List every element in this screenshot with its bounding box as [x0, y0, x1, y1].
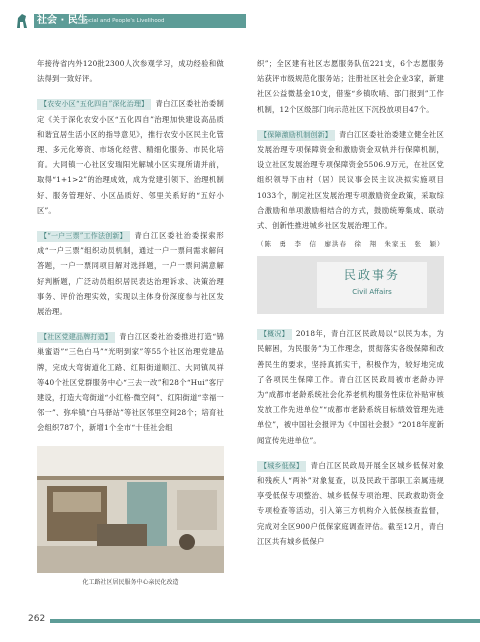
paragraph-one-household-three-votes: 【“一户三票”工作法创新】 青白江区委社治委探索形成“一户三票”组织动员机制，通过一户一票问需求解问答题，一户一票同项目解对选择题，一户一票问满意解好判断题，广泛动员组织居民表达治理诉求、决策治理事务、评价治理实效，实现以主体身份深度参与社区发展治理。: [37, 231, 224, 317]
page-header: [0, 0, 480, 46]
section-tag: 【社区党建品牌打造】: [37, 332, 115, 343]
section-title-cn: 民政事务: [343, 268, 400, 283]
paragraph-continuation: 年接待省内外120批2300人次参观学习，成功经验和做法得到一致好评。: [37, 59, 224, 84]
paragraph-overview: 【概况】 2018年，青白江区民政局以“以民为本，为民解困，为民服务”为工作理念，贯彻落实各级保障和改善民生的要求，坚持真抓实干，积极作为，较好地完成了各项民生保障工作。青白江区民政局被市老龄办评为“成都市老龄系统社会化养老机构服务性床位补贴审核发放工作先进单位”“成都市老龄系统目标绩效管理先进单位”，被中国社会报评为《中国社会报》“2018年度新闻宣传先进单位”。: [257, 329, 444, 445]
header-subtitle: Social and People's Livelihood: [82, 18, 165, 24]
section-tag: 【“一户三票”工作法创新】: [37, 231, 130, 242]
page-footer-bar: [50, 619, 480, 623]
section-banner-civil-affairs: [257, 256, 444, 314]
photo-caption: 化工路社区居民服务中心亲民化改造: [82, 578, 179, 586]
paragraph-volunteer-continuation: 织”；全区建有社区志愿服务队伍221支，6个志愿服务站获评市级规范化服务站；注册社区社会企业3家，新建社区公益微基金10支，借鉴“乡镇吹哨、部门报到”工作机制，12个区级部门向示范社区下沉投放项目47个。: [257, 59, 444, 114]
right-column: [257, 56, 444, 559]
authors-line: （陈 勇 李 信 廖洪春 徐 翔 朱家玉 张 颖）: [257, 240, 445, 249]
photo-illustration: [37, 446, 224, 573]
paragraph-party-building-brand: 【社区党建品牌打造】 青白江区委社治委推进打造“锦巢蜜语”“三色白马”“光明到家”等55个社区治理党建品牌，完成大弯街道化工路、红阳街道顺江、大同镇凤祥等40个社区党群服务中心“三去一改”和28个“Hui”客厅建设，打造大弯街道“小红格·微空间”、红阳街道“幸福一邻一”、弥牟镇“白马驿站”等社区邻里空间28个；培育社会组织787个，新增1个全市“十佳社会组: [37, 332, 224, 433]
community-center-photo: [37, 446, 224, 573]
section-tag: 【农安小区“五化四自”深化治理】: [37, 99, 151, 110]
paragraph-nongan-community: 【农安小区“五化四自”深化治理】 青白江区委社治委制定《关于深化农安小区“五化四自”治理加快建设高品质和谐宜居生活小区的指导意见》，推行农安小区民主化管理、多元化筹资、市场化经营、精细化服务、市民化培育。大同镇一心社区安瑞阳光解城小区实现所请并前，取得“1+1>2”的治理成效，成为党建引领下、治理机制好、服务管理好、小区品质好、邻里关系好的“五好小区”。: [37, 99, 224, 215]
horse-logo-icon: [12, 8, 32, 32]
paragraph-minimum-living-security: 【城乡低保】 青白江区民政局开展全区城乡低保对象和残疾人“两补”对象复查，以及民政干部职工亲属违规享受低保专项整治、城乡低保专项治理、民政救助资金专项检查等活动，引入第三方机构介入低保核查监督，完成对全区900户低保家庭调查评估。截至12月，青白江区共有城乡低保户: [257, 460, 444, 546]
section-tag: 【概况】: [257, 329, 292, 340]
section-tag: 【城乡低保】: [257, 461, 306, 472]
header-title: 社会 · 民生: [37, 15, 88, 26]
page-number: 262: [28, 614, 46, 624]
section-title-en: Civil Affairs: [352, 288, 392, 297]
left-column: [37, 56, 224, 586]
paragraph-incentive-mechanism: 【保障激励机制创新】 青白江区委社治委建立健全社区发展治理专项保障资金和激励资金双轨并行保障机制，设立社区发展治理专项保障资金5506.9万元，在社区党组织领导下由村（居）民议事会民主议决拟实施项目1033个，制定社区发展治理专项激励资金政策，采取综合激励和单项激励相结合的方式，鼓励统筹集成、联动式、创新性推进城乡社区发展治理工作。: [257, 129, 444, 231]
section-tag: 【保障激励机制创新】: [257, 130, 335, 141]
